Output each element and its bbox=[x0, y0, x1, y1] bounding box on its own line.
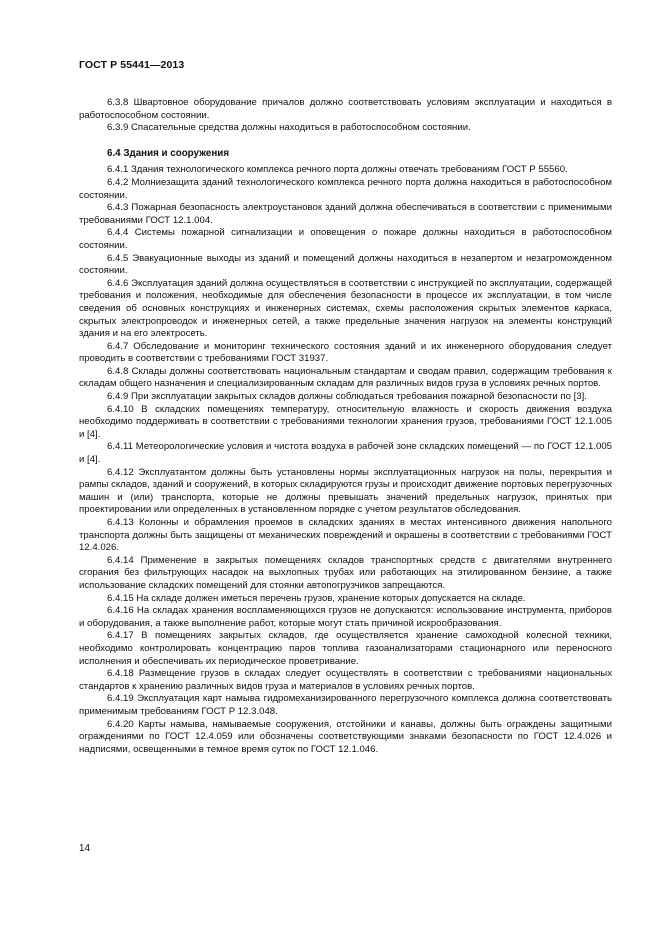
document-body bbox=[79, 97, 612, 756]
section-heading: 6.4 Здания и сооружения bbox=[107, 147, 230, 159]
paragraph-6-4-19: 6.4.19 Эксплуатация карт намыва гидромеханизированного перегрузочного комплекса должна соответствовать применимым требованиям ГОСТ Р 12.3.048. bbox=[79, 693, 612, 717]
paragraph-6-4-6: 6.4.6 Эксплуатация зданий должна осуществляться в соответствии с инструкцией по эксплуатации, содержащей требования и положения, необходимые для обеспечения безопасности в процессе их эксплуатации, в том числе сведения об основных конструкциях и инженерных системах, схемы расположения скрытых элементов каркаса, скрытых электропроводок и инженерных сетей, а также предельные значения нагрузок на элементы конструкций здания и на его электросеть. bbox=[79, 277, 612, 340]
paragraph-6-3-8: 6.3.8 Швартовное оборудование причалов должно соответствовать условиям эксплуатации и находиться в работоспособном состоянии. bbox=[79, 97, 612, 121]
paragraph-6-4-16: 6.4.16 На складах хранения воспламеняющихся грузов не допускаются: использование инструмента, приборов и оборудования, а также выполнение работ, которые могут стать причиной искрообразования. bbox=[79, 605, 612, 629]
paragraph-6-4-20: 6.4.20 Карты намыва, намываемые сооружения, отстойники и канавы, должны быть ограждены защитными ограждениями по ГОСТ 12.4.059 или обозначены соответствующими знаками безопасности по ГОСТ 12.4.026 и надписями, освещенными в темное время суток по ГОСТ 12.1.046. bbox=[79, 718, 612, 755]
paragraph-6-4-2: 6.4.2 Молниезащита зданий технологического комплекса речного порта должна находиться в работоспособном состоянии. bbox=[79, 176, 612, 201]
paragraph-6-4-14: 6.4.14 Применение в закрытых помещениях складов транспортных средств с двигателями внутреннего сгорания без фильтрующих насадок на выхлопных трубах или работающих на этилированном бензине, а также использование складских помещений для стоянки автопогрузчиков запрещаются. bbox=[79, 554, 612, 591]
paragraph-6-4-13: 6.4.13 Колонны и обрамления проемов в складских зданиях в местах интенсивного движения напольного транспорта должны быть защищены от механических повреждений и окрашены в соответствии с требованиями ГОСТ 12.4.026. bbox=[79, 517, 612, 554]
paragraph-6-4-9: 6.4.9 При эксплуатации закрытых складов должны соблюдаться требования пожарной безопасности по [3]. bbox=[107, 391, 587, 403]
paragraph-6-4-7: 6.4.7 Обследование и мониторинг технического состояния зданий и их инженерного оборудования следует проводить в соответствии с требованиями ГОСТ 31937. bbox=[79, 340, 612, 365]
paragraph-6-4-1: 6.4.1 Здания технологического комплекса речного порта должны отвечать требованиям ГОСТ Р 55560. bbox=[107, 164, 568, 176]
paragraph-6-4-15: 6.4.15 На складе должен иметься перечень грузов, хранение которых допускается на складе. bbox=[107, 592, 526, 604]
paragraph-6-4-11: 6.4.11 Метеорологические условия и чистота воздуха в рабочей зоне складских помещений — по ГОСТ 12.1.005 и [4]. bbox=[79, 441, 612, 466]
paragraph-6-3-9: 6.3.9 Спасательные средства должны находиться в работоспособном состоянии. bbox=[107, 122, 471, 134]
paragraph-6-4-18: 6.4.18 Размещение грузов в складах следует осуществлять в соответствии с требованиями национальных стандартов к хранению различных видов груза и материалов в условиях речных портов. bbox=[79, 668, 612, 692]
paragraph-6-4-3: 6.4.3 Пожарная безопасность электроустановок зданий должна обеспечиваться в соответствии с применимыми требованиями ГОСТ 12.1.004. bbox=[79, 202, 612, 226]
paragraph-6-4-12: 6.4.12 Эксплуатантом должны быть установлены нормы эксплуатационных нагрузок на полы, перекрытия и рампы складов, зданий и сооружений, в которых складируются грузы и происходит движение портовых перегрузочных машин и (или) транспорта, которые не должны превышать значений предельных нагрузок, принятых при проектировании или определенных в установленном порядке с учетом результатов обследования. bbox=[79, 466, 612, 516]
paragraph-6-4-17: 6.4.17 В помещениях закрытых складов, где осуществляется хранение самоходной колесной техники, необходимо контролировать концентрацию паров топлива газоанализаторами стационарного или переносного исполнения и обеспечивать их периодическое проветривание. bbox=[79, 630, 612, 667]
paragraph-6-4-4: 6.4.4 Системы пожарной сигнализации и оповещения о пожаре должны находиться в работоспособном состоянии. bbox=[79, 227, 612, 251]
paragraph-6-4-10: 6.4.10 В складских помещениях температуру, относительную влажность и скорость движения воздуха необходимо поддерживать в соответствии с требованиями технологии хранения грузов, требованиями ГОСТ 12.1.005 и [4]. bbox=[79, 403, 612, 440]
paragraph-6-4-5: 6.4.5 Эвакуационные выходы из зданий и помещений должны находиться в незапертом и незагроможденном состоянии. bbox=[79, 252, 612, 277]
paragraph-6-4-8: 6.4.8 Склады должны соответствовать национальным стандартам и сводам правил, содержащим требования к складам общего назначения и специализированным складам для различных видов груза в условиях речных портов. bbox=[79, 365, 612, 390]
document-header: ГОСТ Р 55441—2013 bbox=[79, 59, 185, 71]
page-number: 14 bbox=[79, 843, 91, 854]
